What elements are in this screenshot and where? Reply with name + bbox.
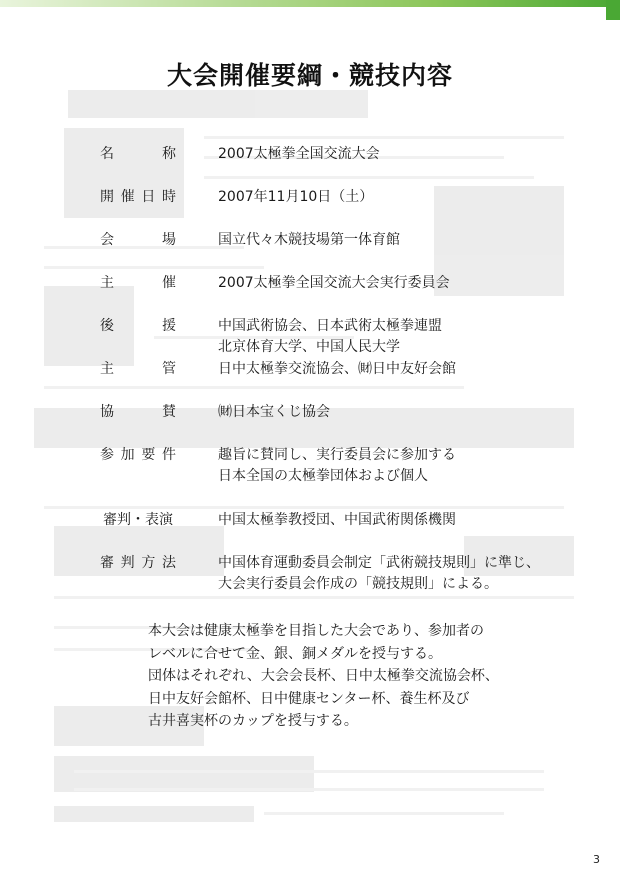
detail-value xyxy=(218,144,598,165)
detail-value xyxy=(218,510,598,531)
detail-value-line: 北京体育大学、中国人民大学 xyxy=(218,339,400,355)
detail-value-line: 2007太極拳全国交流大会実行委員会 xyxy=(218,275,450,291)
paragraph-line: 団体はそれぞれ、大会会長杯、日中太極拳交流協会杯、 xyxy=(148,668,499,684)
green-gradient-strip xyxy=(0,0,620,7)
detail-label: 会 場 xyxy=(100,232,176,248)
paragraph-line: 本大会は健康太極拳を目指した大会であり、参加者の xyxy=(148,623,484,639)
detail-value-line: 日中太極拳交流協会、㈶日中友好会館 xyxy=(218,361,456,377)
top-color-band xyxy=(0,0,620,14)
paragraph-line: レベルに合せて金、銀、銅メダルを授与する。 xyxy=(148,645,442,662)
detail-label: 開催日時 xyxy=(100,189,176,205)
detail-label: 審判方法 xyxy=(100,555,176,571)
detail-value-line: 中国体育運動委員会制定「武術競技規則」に準じ、 xyxy=(218,555,540,571)
detail-label: 主 管 xyxy=(100,361,176,377)
detail-value-line: 2007年11月10日（土） xyxy=(218,189,374,205)
description-paragraph xyxy=(148,620,568,733)
detail-value-line: 中国武術協会、日本武術太極拳連盟 xyxy=(218,318,442,334)
detail-value-line: 大会実行委員会作成の「競技規則」による。 xyxy=(218,576,498,592)
page-title: 大会開催要綱・競技内容 xyxy=(166,61,453,90)
detail-value xyxy=(218,445,598,487)
page-edge-tab xyxy=(606,0,620,20)
paragraph-line: 古井喜実杯のカップを授与する。 xyxy=(148,713,358,729)
detail-label: 主 催 xyxy=(100,275,176,291)
detail-label: 参加要件 xyxy=(100,447,176,463)
detail-label: 名 称 xyxy=(100,146,176,162)
detail-value-line: 日本全国の太極拳団体および個人 xyxy=(218,468,428,484)
detail-value-line: 2007太極拳全国交流大会 xyxy=(218,146,380,162)
detail-label: 協 賛 xyxy=(100,404,176,420)
detail-value xyxy=(218,402,598,423)
detail-label: 審判・表演 xyxy=(103,512,173,528)
detail-value xyxy=(218,553,598,595)
detail-value-line: ㈶日本宝くじ協会 xyxy=(218,404,330,420)
detail-value xyxy=(218,187,598,208)
paragraph-line: 日中友好会館杯、日中健康センター杯、養生杯及び xyxy=(148,690,470,707)
detail-label: 後 援 xyxy=(100,318,176,334)
detail-value-line: 国立代々木競技場第一体育館 xyxy=(218,232,400,248)
detail-value-line: 趣旨に賛同し、実行委員会に参加する xyxy=(218,447,456,463)
detail-value xyxy=(218,273,598,294)
detail-value xyxy=(218,230,598,251)
detail-value xyxy=(218,316,598,358)
detail-value xyxy=(218,359,598,380)
page-number: 3 xyxy=(593,853,600,866)
detail-value-line: 中国太極拳教授団、中国武術関係機関 xyxy=(218,512,456,528)
